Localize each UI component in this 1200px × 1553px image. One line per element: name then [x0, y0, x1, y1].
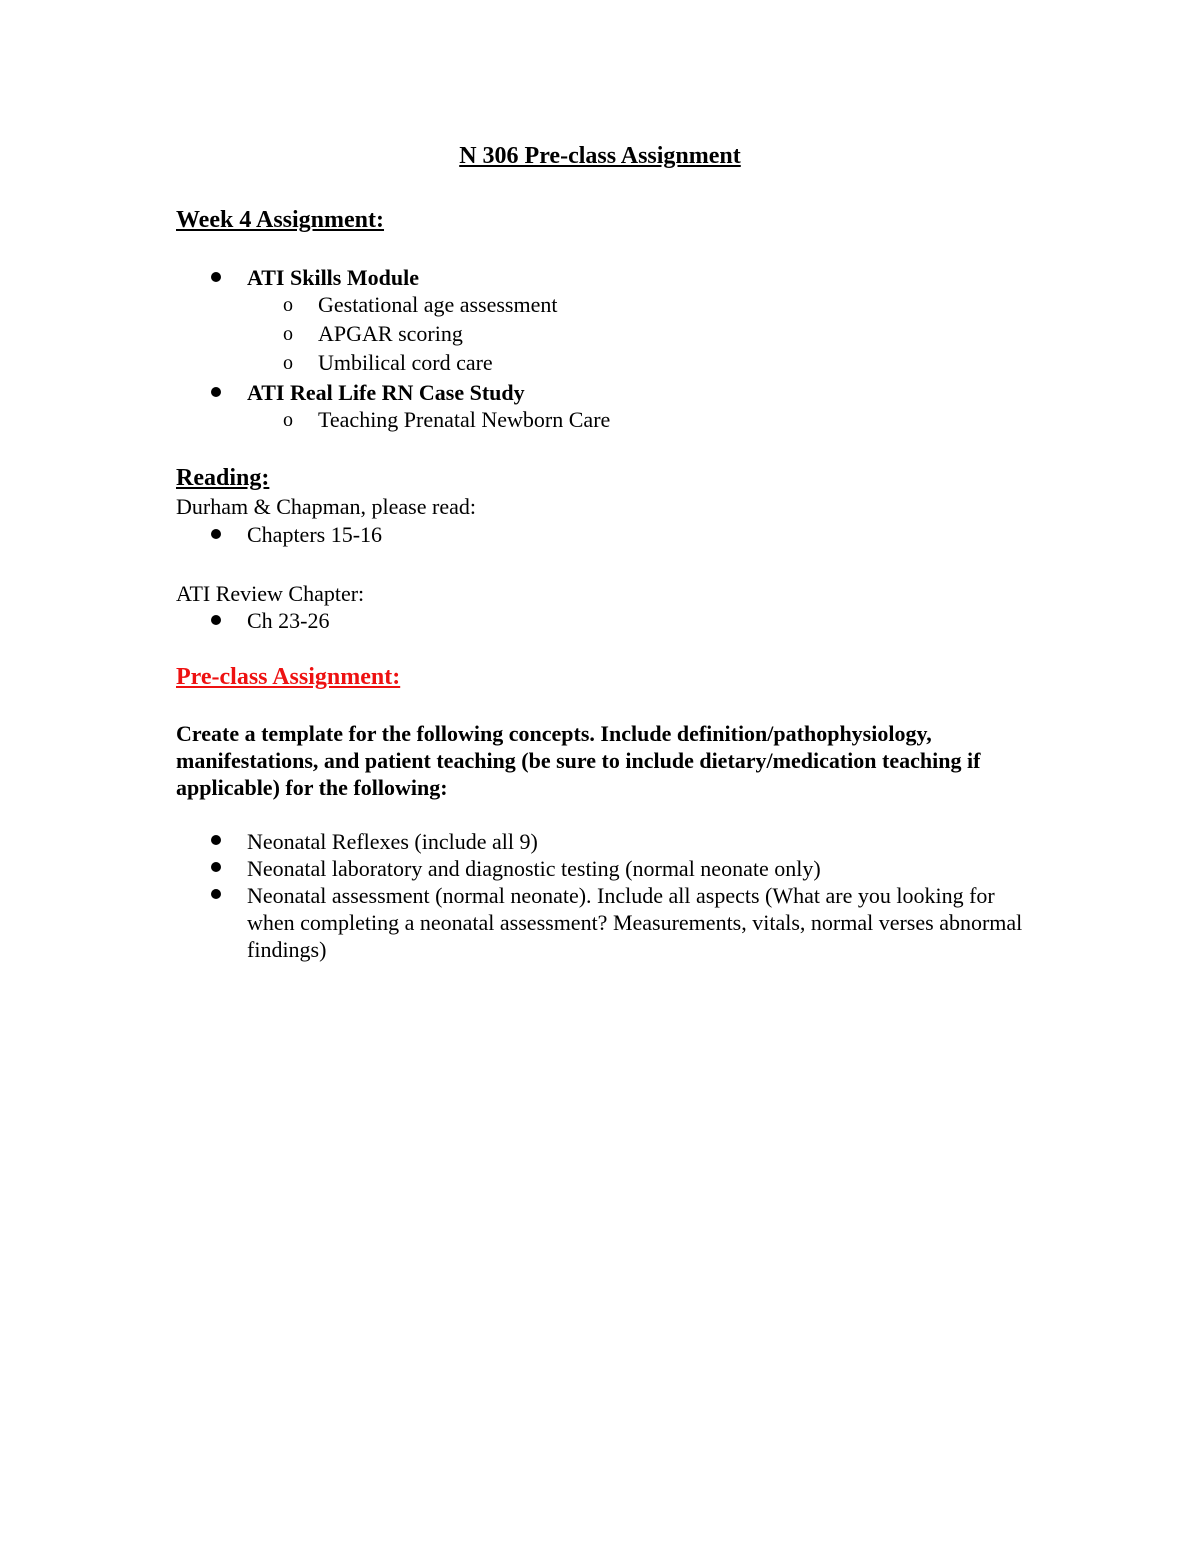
assignment-subitem: Teaching Prenatal Newborn Care [318, 407, 611, 432]
bullet-icon [211, 862, 221, 872]
preclass-instructions: Create a template for the following concepts. Include definition/pathophysiology, manifestations, and patient teaching (be sure to include dietary/medication teaching if applicable) for the following: [176, 721, 981, 800]
assignment-subitem: APGAR scoring [318, 321, 463, 346]
concept-item: Neonatal Reflexes (include all 9) [247, 829, 538, 854]
sub-bullet-icon: o [283, 352, 293, 374]
reading-item: Chapters 15-16 [247, 522, 383, 547]
week-heading: Week 4 Assignment: [176, 207, 385, 233]
bullet-icon [211, 835, 221, 845]
bullet-icon [211, 615, 221, 625]
reading-intro: Durham & Chapman, please read: [176, 494, 476, 519]
assignment-subitem: Umbilical cord care [318, 350, 493, 375]
bullet-icon [211, 529, 221, 539]
preclass-heading: Pre-class Assignment: [176, 664, 401, 690]
bullet-icon [211, 272, 221, 282]
bullet-icon [211, 387, 221, 397]
document-title: N 306 Pre-class Assignment [459, 143, 741, 169]
sub-bullet-icon: o [283, 409, 293, 431]
concept-item: Neonatal assessment (normal neonate). Include all aspects (What are you looking for when completing a neonatal assessment? Measurements, vitals, normal verses abnormal findings) [247, 883, 1023, 962]
sub-bullet-icon: o [283, 323, 293, 345]
sub-bullet-icon: o [283, 294, 293, 316]
concept-item: Neonatal laboratory and diagnostic testing (normal neonate only) [247, 856, 821, 881]
assignment-item-label: ATI Real Life RN Case Study [247, 380, 525, 405]
review-intro: ATI Review Chapter: [176, 581, 365, 606]
assignment-item-label: ATI Skills Module [247, 265, 419, 290]
review-item: Ch 23-26 [247, 608, 330, 633]
bullet-icon [211, 889, 221, 899]
reading-heading: Reading: [176, 465, 270, 491]
assignment-subitem: Gestational age assessment [318, 292, 558, 317]
